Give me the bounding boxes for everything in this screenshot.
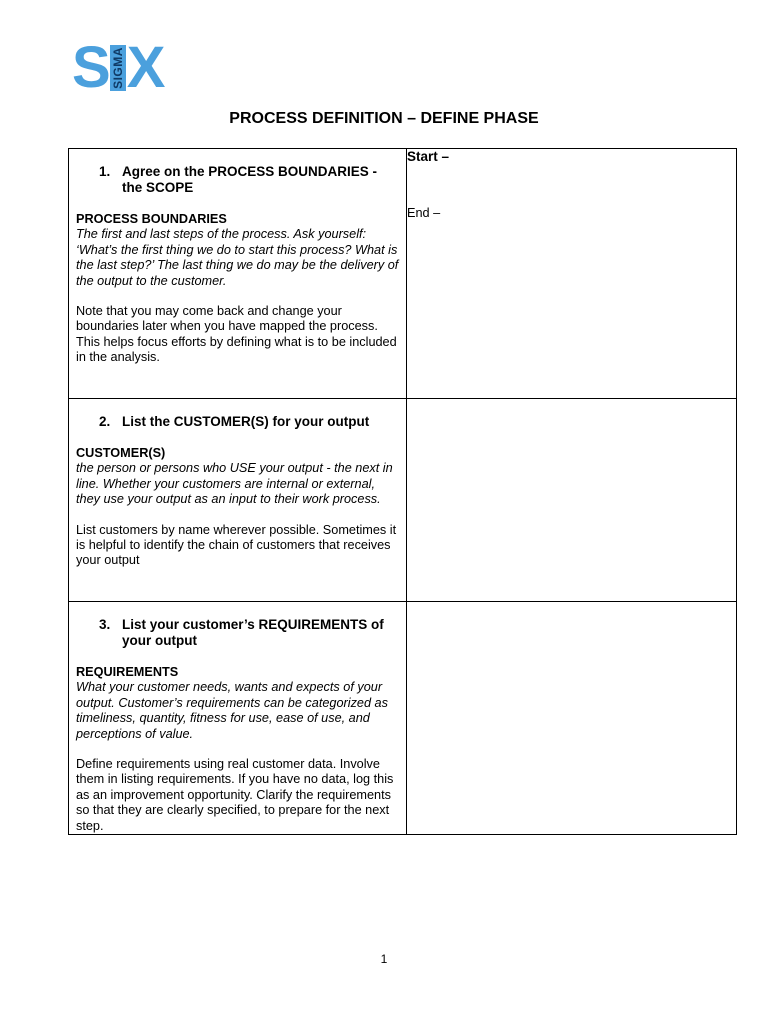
- table-row-requirements: [69, 602, 737, 835]
- end-label: End –: [407, 206, 441, 220]
- section-heading: [99, 414, 400, 430]
- document-title: PROCESS DEFINITION – DEFINE PHASE: [229, 110, 539, 127]
- table-row-customers: [69, 399, 737, 602]
- section-note: Note that you may come back and change your boundaries later when you have mapped the process. This helps focus efforts by defining what is to be included in the analysis.: [76, 304, 397, 365]
- definition-label: CUSTOMER(S): [76, 446, 166, 460]
- section-number: 3.: [99, 617, 111, 632]
- definition-description: What your customer needs, wants and expects of your output. Customer’s requirements can be categorized as timeliness, quantity, fitness for use, ease of use, and perceptions of value.: [76, 680, 388, 741]
- customers-entry-cell[interactable]: [407, 399, 737, 602]
- definition-label: PROCESS BOUNDARIES: [76, 212, 227, 226]
- section-heading: [99, 164, 400, 196]
- section-heading: [99, 617, 400, 649]
- six-sigma-logo: [72, 35, 164, 100]
- logo-letter-x: X: [126, 35, 164, 100]
- table-row-scope: [69, 149, 737, 399]
- section-number: 2.: [99, 414, 111, 429]
- section-number: 1.: [99, 164, 111, 179]
- definition-description: the person or persons who USE your output - the next in line. Whether your customers are internal or external, they use your output as an input to their work process.: [76, 461, 393, 507]
- requirements-instructions-cell: [69, 602, 407, 835]
- start-label: Start –: [407, 149, 450, 164]
- section-note: Define requirements using real customer data. Involve them in listing requirements. If you have no data, log this as an improvement opportunity. Clarify the requirements so that they are clearly specified, to prepare for the next step.: [76, 757, 394, 833]
- definition-label: REQUIREMENTS: [76, 665, 179, 679]
- process-definition-table: [68, 148, 737, 835]
- logo-letter-s: S: [72, 35, 109, 100]
- section-heading-text: List the CUSTOMER(S) for your output: [122, 414, 370, 429]
- definition-description: The first and last steps of the process. Ask yourself: ‘What’s the first thing we do to start this process? What is the last step?’ The last thing we do may be the delivery of the output to the customer.: [76, 227, 399, 288]
- logo-sigma-text: SIGMA: [110, 47, 125, 89]
- logo-sigma-bar: [110, 45, 126, 91]
- section-heading-text: Agree on the PROCESS BOUNDARIES - the SCOPE: [122, 164, 378, 195]
- section-note: List customers by name wherever possible. Sometimes it is helpful to identify the chain of customers that receives your output: [76, 522, 397, 568]
- scope-instructions-cell: [69, 149, 407, 399]
- requirements-entry-cell[interactable]: [407, 602, 737, 835]
- scope-entry-cell[interactable]: [407, 149, 737, 399]
- section-heading-text: List your customer’s REQUIREMENTS of your output: [122, 617, 384, 648]
- customers-instructions-cell: [69, 399, 407, 602]
- page-number: 1: [380, 952, 388, 966]
